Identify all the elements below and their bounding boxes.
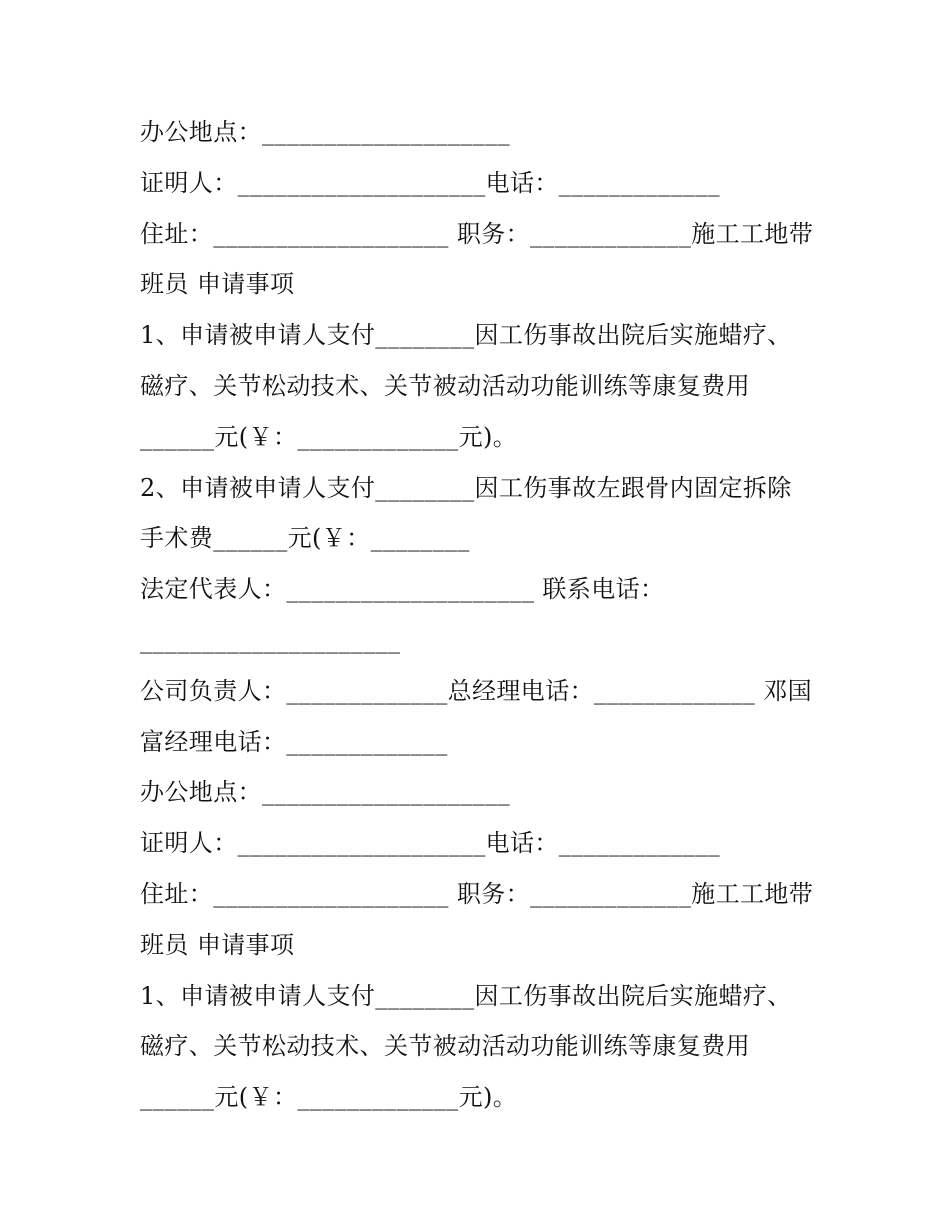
address-position-line: 住址：___________________ 职务：_____________施工工地带 [140, 219, 814, 248]
request-items-heading: 班员 申请事项 [140, 930, 295, 959]
request-item-1-line-2: 磁疗、关节松动技术、关节被动活动功能训练等康复费用 [140, 371, 750, 400]
company-manager-line: 公司负责人：_____________总经理电话：_____________ 邓国 [140, 676, 813, 705]
office-location-line: 办公地点：____________________ [140, 778, 510, 807]
legal-representative-line: 法定代表人：____________________ 联系电话： [140, 575, 665, 604]
request-item-1-line-3: ______元(￥：_____________元)。 [140, 1083, 518, 1112]
manager-phone-line: 富经理电话：_____________ [140, 727, 448, 756]
witness-phone-line: 证明人：____________________电话：_____________ [140, 168, 720, 197]
request-item-2-line-2: 手术费______元(￥：________ [140, 524, 470, 553]
witness-phone-line: 证明人：____________________电话：_____________ [140, 829, 720, 858]
contact-phone-blank-line: _____________________ [140, 625, 401, 654]
request-item-1-line-1: 1、申请被申请人支付________因工伤事故出院后实施蜡疗、 [140, 321, 792, 350]
request-item-1-line-2: 磁疗、关节松动技术、关节被动活动功能训练等康复费用 [140, 1032, 750, 1061]
document-page [140, 107, 820, 1123]
request-items-heading: 班员 申请事项 [140, 270, 295, 299]
office-location-line: 办公地点：____________________ [140, 118, 510, 146]
request-item-1-line-3: ______元(￥：_____________元)。 [140, 422, 518, 451]
request-item-2-line-1: 2、申请被申请人支付________因工伤事故左跟骨内固定拆除 [140, 473, 792, 502]
address-position-line: 住址：___________________ 职务：_____________施工工地带 [140, 879, 814, 908]
request-item-1-line-1: 1、申请被申请人支付________因工伤事故出院后实施蜡疗、 [140, 981, 792, 1010]
